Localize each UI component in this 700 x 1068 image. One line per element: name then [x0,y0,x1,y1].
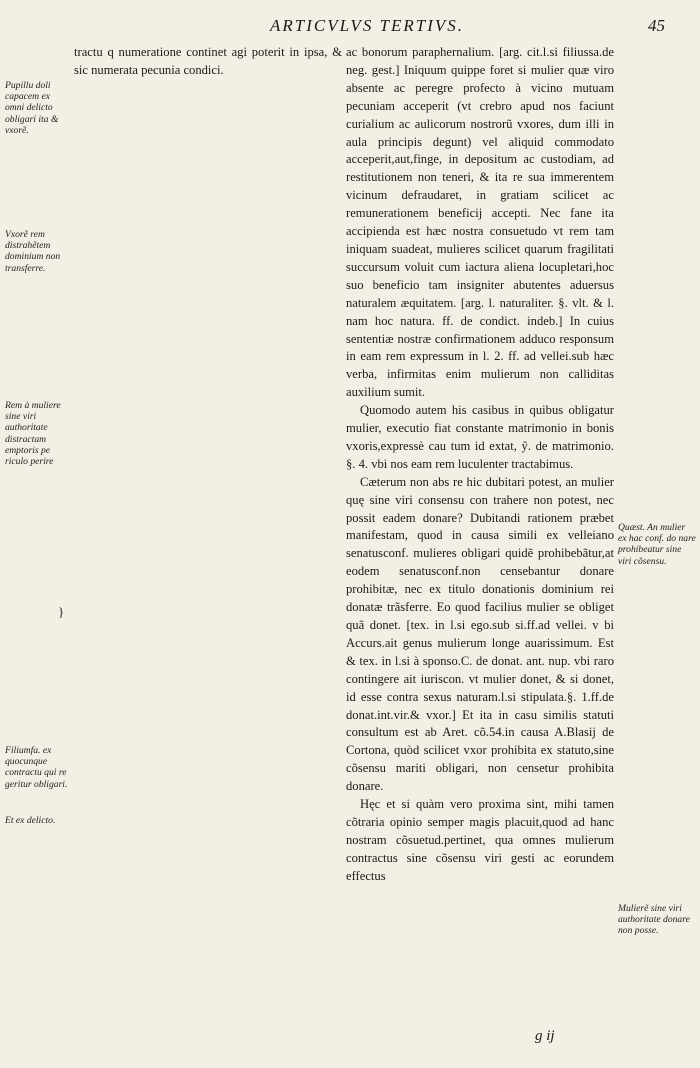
margin-note: Quæst. An mulier ex hac conf. do nare prohibeatur sine viri cõsensu. [618,522,696,567]
body-paragraph: Hęc et si quàm vero proxima sint, mihi tamen cõtraria opinio semper magis placuit,quod ad hanc nostram cõsuetud.pertinet, qua omnes mulierum contractus sine cõsensu viri gesti ac eorundem effectus [346,797,614,883]
body-paragraph: ac bonorum paraphernalium. [arg. cit.l.si filiussa.de neg. gest.] Iniquum quippe foret si mulier quæ viro absente ac peregre profecto à vicino mutuam pecuniam acceperit (vt crebro apud nos faciunt curialium ac aulicorum nostrorũ vxores, dum illi in aula principis degunt) vel aliquid commodato acceperit,aut,finge, in depositum ac custodiam, ad restitutionem non teneri, & ita re sua immerentem vicinum defraudaret, in gratiam scilicet ac remunerationem beneficij accepti. Nec fane ita accipienda est hæc nostra consuetudo vt rem tam iniquam suadeat, mulieres scilicet quarum fragilitati succursum voluit cum iactura aliena locupletari,hoc suo beneficio tam insigniter abutentes aduersus naturalem æquitatem. [arg. l. naturaliter. §. vlt. & l. nam hoc natura. ff. de condict. indeb.] In cuius sententiæ nostræ confirmationem adduco responsum in eam rem expressum in l. 2. ff. ad vellei.sub hæc verba, infirmitas enim mulierum non calliditas auxilium sumit. [346,45,614,400]
body-paragraph: tractu q numeratione continet agi poterit in ipsa, & sic numerata pecunia condici. [74,45,342,77]
margin-note: Pupillu doli capacem ex omni delicto obligari ita & vxorẽ. [5,80,59,136]
running-head [0,10,700,40]
margin-note: Et ex delicto. [5,815,56,826]
margin-note: Rem à muliere sine viri authoritate distractam emptoris pe riculo perire [5,400,61,468]
body-paragraph: Cæterum non abs re hic dubitari potest, an mulier quę sine viri consensu con trahere non potest, nec possit eadem donare? Dubitandi rationem præbet manifestam, quod in causa simili ex velleiano senatusconf. mulieres obligari quidẽ prohibebãtur,at eodem senatusconf.non censebantur donare prohibitæ, nec ex titulo donationis dominium rei donatæ trãsferre. Eo quod facilius mulier se obliget quã donet. [tex. in l.si ego.sub si.ff.ad vellei. v bi Accurs.ait genus mulierum longe auarissimum. Est & tex. in l.si à sponso.C. de donat. ant. nup. vbi raro contingere ait iuriscon. vt mulier donet, & si donet, id esse contra sexus naturam.l.si stipulata.§. 1.ff.de donat.int.vir.& vxor.] Et ita in casu similis statuti consultum est ab Aret. cõ.54.in causa A.Blasij de Cortona, quòd scilicet vxor prohibita ex statuto,sine cõsensu mariti obligari, non censetur prohibita donare. [346,474,614,794]
page-number: 45 [648,16,665,35]
margin-note: Mulierẽ sine viri authoritate donare non posse. [618,903,690,937]
body-paragraph: Quomodo autem his casibus in quibus obligatur mulier, executio fiat constante matrimonio in bonis vxoris,expressè cau tum id extat, ỹ. de matrimonio. §. 4. vbi nos eam rem luculenter tractabimus. [346,403,614,471]
margin-note: Filiumfa. ex quocunque contractu qui re geritur obligari. [5,745,68,790]
running-title: ARTICVLVS TERTIVS. [270,16,465,35]
left-text-column [74,44,342,80]
right-text-column [346,44,614,886]
margin-bracket-mark: } [58,604,65,619]
margin-note: Vxorẽ rem distrahẽtem dominium non transferre. [5,229,61,274]
signature-mark: g ij [535,1028,555,1044]
